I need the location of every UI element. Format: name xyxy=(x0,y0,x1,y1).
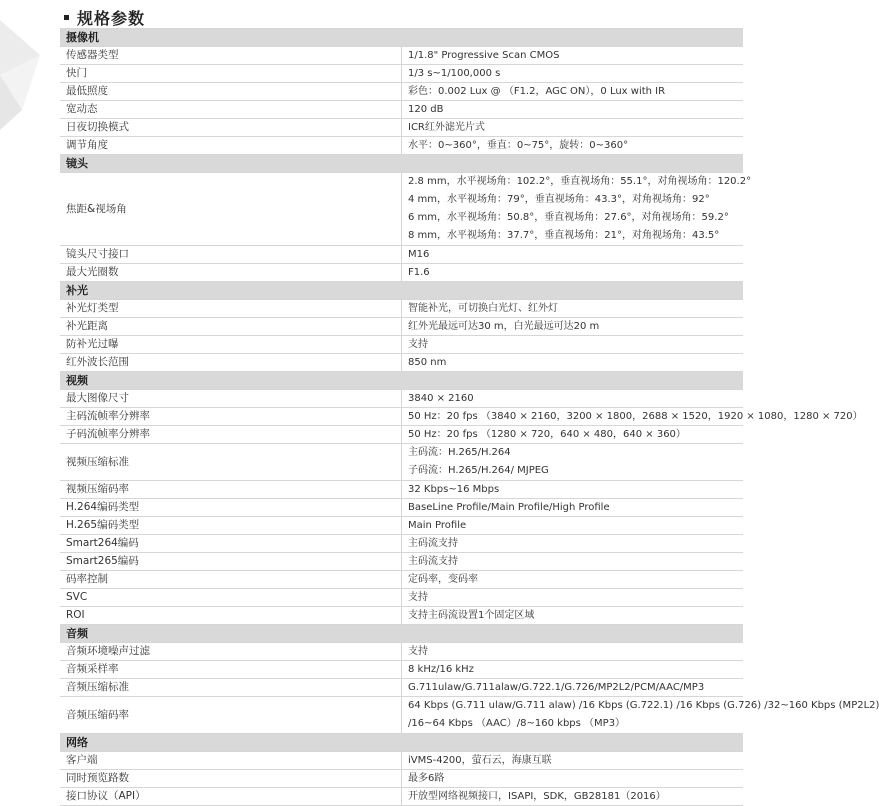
spec-value-line: 1/3 s~1/100,000 s xyxy=(408,68,501,79)
spec-row xyxy=(60,83,743,101)
spec-key: 补光距离 xyxy=(60,318,402,336)
section-header xyxy=(60,372,743,390)
spec-value xyxy=(402,354,744,372)
spec-key: SVC xyxy=(60,589,402,607)
section-header xyxy=(60,625,743,643)
spec-value-line: 红外光最远可达30 m，白光最远可达20 m xyxy=(408,321,600,332)
spec-value xyxy=(402,246,744,264)
spec-key: 传感器类型 xyxy=(60,47,402,65)
spec-value xyxy=(402,499,744,517)
section-title: 音频 xyxy=(60,625,743,643)
section-title: 视频 xyxy=(60,372,743,390)
section-header xyxy=(60,29,743,47)
section-header xyxy=(60,734,743,752)
spec-value xyxy=(402,137,744,155)
spec-value xyxy=(402,119,744,137)
spec-value-line: 主码流支持 xyxy=(408,556,458,567)
spec-row xyxy=(60,336,743,354)
spec-value-line: 定码率，变码率 xyxy=(408,574,478,585)
spec-value-line: Main Profile xyxy=(408,520,467,531)
spec-row xyxy=(60,119,743,137)
spec-value-line: 支持 xyxy=(408,339,428,350)
spec-key: 补光灯类型 xyxy=(60,300,402,318)
spec-value xyxy=(402,408,863,426)
spec-value-line: 最多6路 xyxy=(408,773,445,784)
section-title: 补光 xyxy=(60,282,743,300)
spec-row xyxy=(60,517,743,535)
spec-key: 最低照度 xyxy=(60,83,402,101)
spec-value-line: 支持 xyxy=(408,592,428,603)
spec-key: 调节角度 xyxy=(60,137,402,155)
spec-key: 镜头尺寸接口 xyxy=(60,246,402,264)
section-header xyxy=(60,155,743,173)
spec-value xyxy=(402,264,744,282)
spec-value-line: 主码流：H.265/H.264 xyxy=(408,447,511,458)
spec-value-line: 彩色：0.002 Lux @ （F1.2，AGC ON），0 Lux with IR xyxy=(408,86,666,97)
spec-key: 防补光过曝 xyxy=(60,336,402,354)
spec-key: 焦距&视场角 xyxy=(60,173,402,246)
spec-row xyxy=(60,173,743,246)
spec-row xyxy=(60,137,743,155)
spec-row xyxy=(60,101,743,119)
spec-row xyxy=(60,264,743,282)
spec-key: 音频压缩码率 xyxy=(60,697,402,734)
spec-row xyxy=(60,553,743,571)
spec-row xyxy=(60,354,743,372)
spec-row xyxy=(60,65,743,83)
spec-row xyxy=(60,752,743,770)
spec-value xyxy=(402,553,744,571)
spec-value xyxy=(402,607,744,625)
spec-value xyxy=(402,661,744,679)
spec-key: Smart264编码 xyxy=(60,535,402,553)
spec-value-line: 水平：0~360°，垂直：0~75°，旋转：0~360° xyxy=(408,140,629,151)
spec-value xyxy=(402,101,744,119)
spec-value-line: 8 mm，水平视场角：37.7°，垂直视场角：21°，对角视场角：43.5° xyxy=(408,230,720,241)
spec-value xyxy=(402,589,744,607)
spec-value-line: G.711ulaw/G.711alaw/G.722.1/G.726/MP2L2/PCM/AAC/MP3 xyxy=(408,682,705,693)
spec-value-line: 主码流支持 xyxy=(408,538,458,549)
spec-key: 音频采样率 xyxy=(60,661,402,679)
spec-value xyxy=(402,752,744,770)
spec-value xyxy=(402,318,744,336)
spec-row xyxy=(60,426,743,444)
decorative-triangles xyxy=(0,0,60,140)
spec-value-line: 32 Kbps~16 Mbps xyxy=(408,484,500,495)
spec-value xyxy=(402,481,744,499)
spec-value-line: 开放型网络视频接口，ISAPI，SDK，GB28181（2016） xyxy=(408,791,666,802)
spec-value xyxy=(402,426,744,444)
spec-key: 最大图像尺寸 xyxy=(60,390,402,408)
spec-table xyxy=(60,28,879,806)
spec-value-line: 8 kHz/16 kHz xyxy=(408,664,474,675)
spec-row xyxy=(60,770,743,788)
spec-row xyxy=(60,318,743,336)
spec-value-line: 120 dB xyxy=(408,104,444,115)
spec-key: 日夜切换模式 xyxy=(60,119,402,137)
spec-row xyxy=(60,408,743,426)
spec-key: 最大光圈数 xyxy=(60,264,402,282)
spec-value-line: /16~64 Kbps （AAC）/8~160 kbps （MP3） xyxy=(408,718,626,729)
spec-value xyxy=(402,535,744,553)
spec-key: 音频压缩标准 xyxy=(60,679,402,697)
spec-key: 主码流帧率分辨率 xyxy=(60,408,402,426)
spec-value xyxy=(402,390,744,408)
spec-row xyxy=(60,589,743,607)
spec-value-line: 1/1.8" Progressive Scan CMOS xyxy=(408,50,560,61)
page-title: 规格参数 xyxy=(77,8,146,28)
spec-row xyxy=(60,535,743,553)
spec-value-line: F1.6 xyxy=(408,267,430,278)
spec-key: Smart265编码 xyxy=(60,553,402,571)
spec-row xyxy=(60,481,743,499)
spec-value xyxy=(402,517,744,535)
spec-key: 子码流帧率分辨率 xyxy=(60,426,402,444)
spec-key: 宽动态 xyxy=(60,101,402,119)
spec-row xyxy=(60,47,743,65)
spec-value-line: 64 Kbps (G.711 ulaw/G.711 alaw) /16 Kbps (G.722.1) /16 Kbps (G.726) /32~160 Kbps (MP2L2) xyxy=(408,700,879,711)
spec-value-line: iVMS-4200，萤石云，海康互联 xyxy=(408,755,552,766)
spec-key: 客户端 xyxy=(60,752,402,770)
spec-row xyxy=(60,697,743,734)
section-title: 网络 xyxy=(60,734,743,752)
spec-key: 音频环境噪声过滤 xyxy=(60,643,402,661)
spec-value xyxy=(402,770,744,788)
spec-value-line: M16 xyxy=(408,249,430,260)
spec-key: H.265编码类型 xyxy=(60,517,402,535)
section-title: 摄像机 xyxy=(60,29,743,47)
spec-value-line: 850 nm xyxy=(408,357,447,368)
spec-value xyxy=(402,788,744,806)
spec-value-line: 智能补光，可切换白光灯、红外灯 xyxy=(408,303,558,314)
spec-row xyxy=(60,300,743,318)
spec-value xyxy=(402,47,744,65)
spec-value xyxy=(402,336,744,354)
spec-value-line: ICR红外滤光片式 xyxy=(408,122,485,133)
spec-value xyxy=(402,643,744,661)
spec-value-line: 子码流：H.265/H.264/ MJPEG xyxy=(408,465,549,476)
section-title: 镜头 xyxy=(60,155,743,173)
spec-value-line: 50 Hz：20 fps （3840 × 2160，3200 × 1800，2688 × 1520，1920 × 1080，1280 × 720） xyxy=(408,411,863,422)
spec-row xyxy=(60,643,743,661)
spec-row xyxy=(60,788,743,806)
spec-value-line: 2.8 mm，水平视场角：102.2°，垂直视场角：55.1°，对角视场角：120.2° xyxy=(408,176,752,187)
spec-value-line: 支持主码流设置1个固定区域 xyxy=(408,610,535,621)
spec-value xyxy=(402,300,744,318)
spec-value-line: 3840 × 2160 xyxy=(408,393,474,404)
spec-value-line: BaseLine Profile/Main Profile/High Profile xyxy=(408,502,610,513)
spec-row xyxy=(60,390,743,408)
section-header xyxy=(60,282,743,300)
spec-key: 同时预览路数 xyxy=(60,770,402,788)
spec-value xyxy=(402,83,744,101)
spec-value xyxy=(402,679,744,697)
spec-key: H.264编码类型 xyxy=(60,499,402,517)
spec-row xyxy=(60,499,743,517)
spec-value-line: 50 Hz：20 fps （1280 × 720，640 × 480，640 × 360） xyxy=(408,429,686,440)
spec-row xyxy=(60,444,743,481)
spec-value xyxy=(402,444,744,481)
spec-row xyxy=(60,607,743,625)
spec-value xyxy=(402,65,744,83)
spec-key: ROI xyxy=(60,607,402,625)
spec-row xyxy=(60,661,743,679)
page-heading xyxy=(62,6,145,28)
spec-value-line: 支持 xyxy=(408,646,428,657)
spec-value xyxy=(402,173,752,246)
spec-value xyxy=(402,571,744,589)
spec-value-line: 6 mm，水平视场角：50.8°，垂直视场角：27.6°，对角视场角：59.2° xyxy=(408,212,729,223)
spec-key: 接口协议（API） xyxy=(60,788,402,806)
spec-key: 红外波长范围 xyxy=(60,354,402,372)
spec-value-line: 4 mm，水平视场角：79°，垂直视场角：43.3°，对角视场角：92° xyxy=(408,194,710,205)
heading-bullet xyxy=(64,15,69,20)
spec-key: 码率控制 xyxy=(60,571,402,589)
spec-key: 视频压缩码率 xyxy=(60,481,402,499)
spec-key: 快门 xyxy=(60,65,402,83)
spec-key: 视频压缩标准 xyxy=(60,444,402,481)
spec-row xyxy=(60,679,743,697)
spec-value xyxy=(402,697,879,734)
spec-row xyxy=(60,571,743,589)
spec-row xyxy=(60,246,743,264)
